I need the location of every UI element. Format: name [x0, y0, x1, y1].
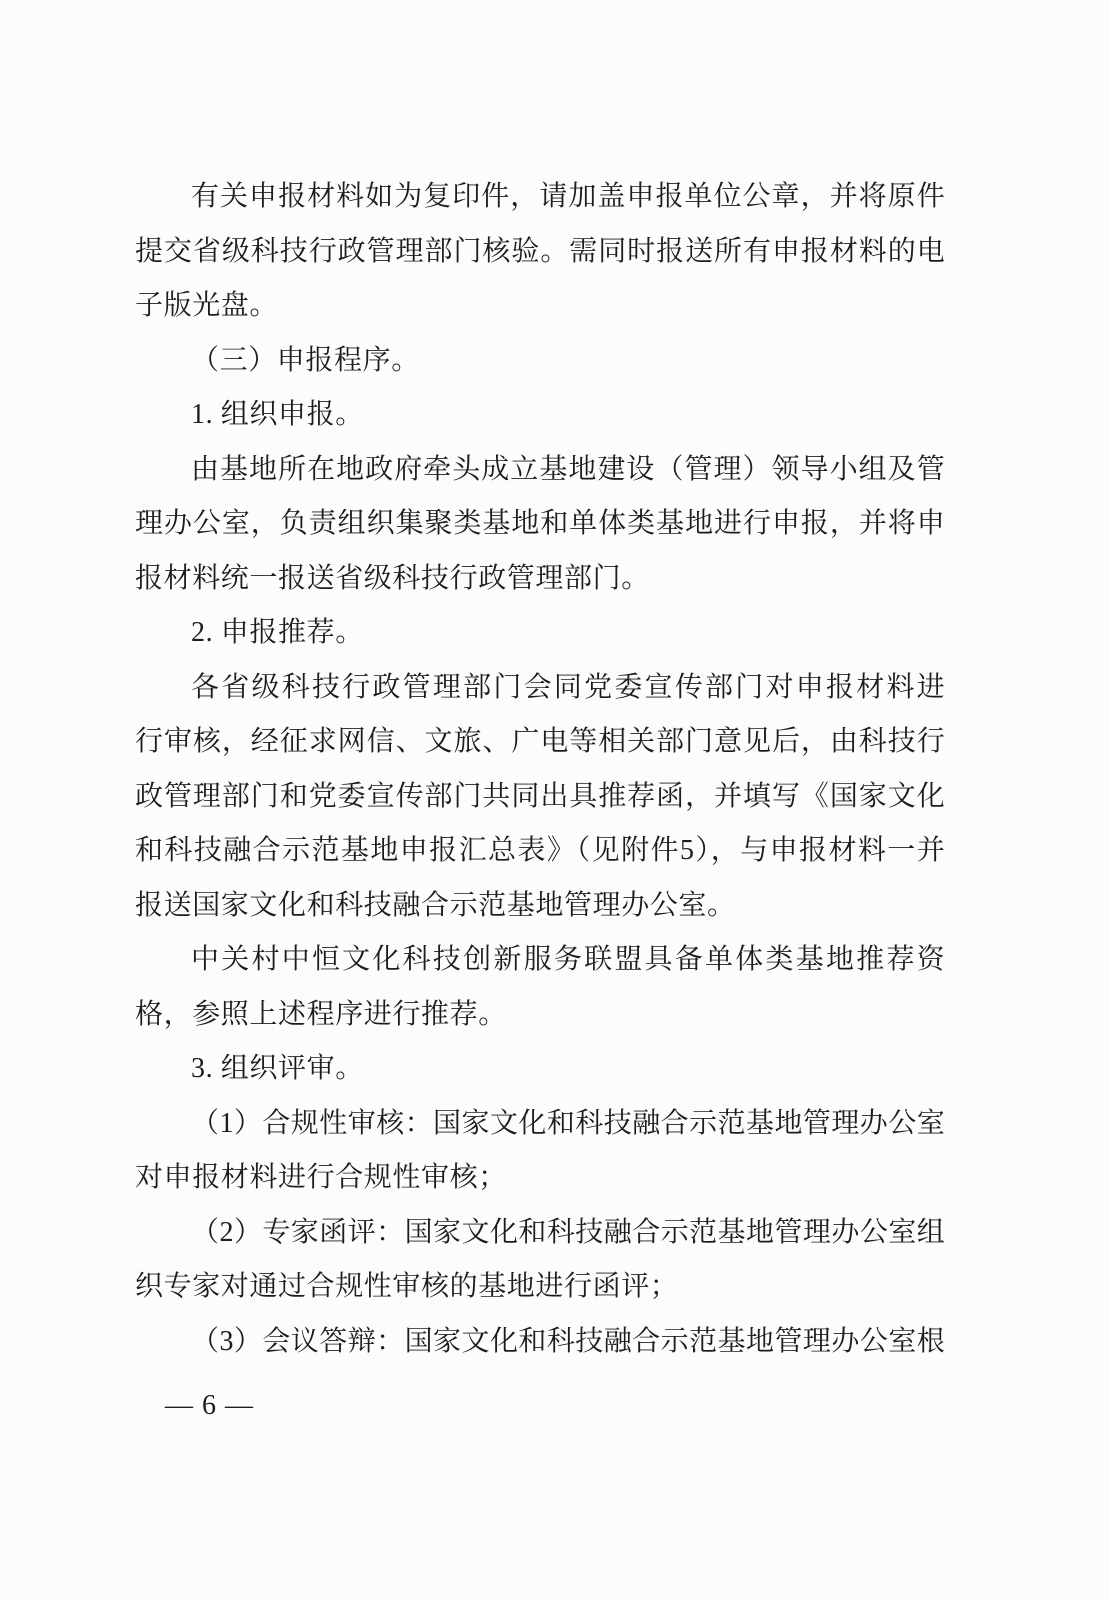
document-body	[135, 170, 945, 1369]
paragraph-line: 报送国家文化和科技融合示范基地管理办公室。	[135, 889, 736, 921]
paragraph-line: 和科技融合示范基地申报汇总表》（见附件5），与申报材料一并	[135, 835, 945, 866]
list-item-line: 对申报材料进行合规性审核；	[135, 1162, 507, 1193]
paragraph-line: 有关申报材料如为复印件，请加盖申报单位公章，并将原件	[191, 181, 945, 212]
paragraph-line: 各省级科技行政管理部门会同党委宣传部门对申报材料进	[191, 671, 945, 703]
section-heading: （三）申报程序。	[191, 344, 420, 376]
paragraph-line: 格，参照上述程序进行推荐。	[135, 998, 507, 1030]
subsection-heading: 2. 申报推荐。	[191, 617, 364, 648]
subsection-heading: 3. 组织评审。	[191, 1053, 364, 1084]
paragraph-line: 行审核，经征求网信、文旅、广电等相关部门意见后，由科技行	[135, 726, 945, 757]
paragraph-line: 中关村中恒文化科技创新服务联盟具备单体类基地推荐资	[191, 944, 945, 975]
page-number: — 6 —	[165, 1390, 254, 1421]
paragraph-line: 由基地所在地政府牵头成立基地建设（管理）领导小组及管	[191, 453, 945, 485]
list-item-line: 织专家对通过合规性审核的基地进行函评；	[135, 1271, 679, 1302]
paragraph-line: 政管理部门和党委宣传部门共同出具推荐函，并填写《国家文化	[135, 780, 945, 812]
subsection-heading: 1. 组织申报。	[191, 399, 364, 430]
paragraph-line: 报材料统一报送省级科技行政管理部门。	[135, 562, 650, 594]
list-item-line: （2）专家函评：国家文化和科技融合示范基地管理办公室组	[191, 1216, 945, 1248]
paragraph-line: 理办公室，负责组织集聚类基地和单体类基地进行申报，并将申	[135, 508, 945, 539]
list-item-line: （3）会议答辩：国家文化和科技融合示范基地管理办公室根	[191, 1325, 945, 1357]
paragraph-line: 提交省级科技行政管理部门核验。需同时报送所有申报材料的电	[135, 235, 945, 267]
list-item-line: （1）合规性审核：国家文化和科技融合示范基地管理办公室	[191, 1107, 945, 1139]
paragraph-line: 子版光盘。	[135, 290, 279, 321]
